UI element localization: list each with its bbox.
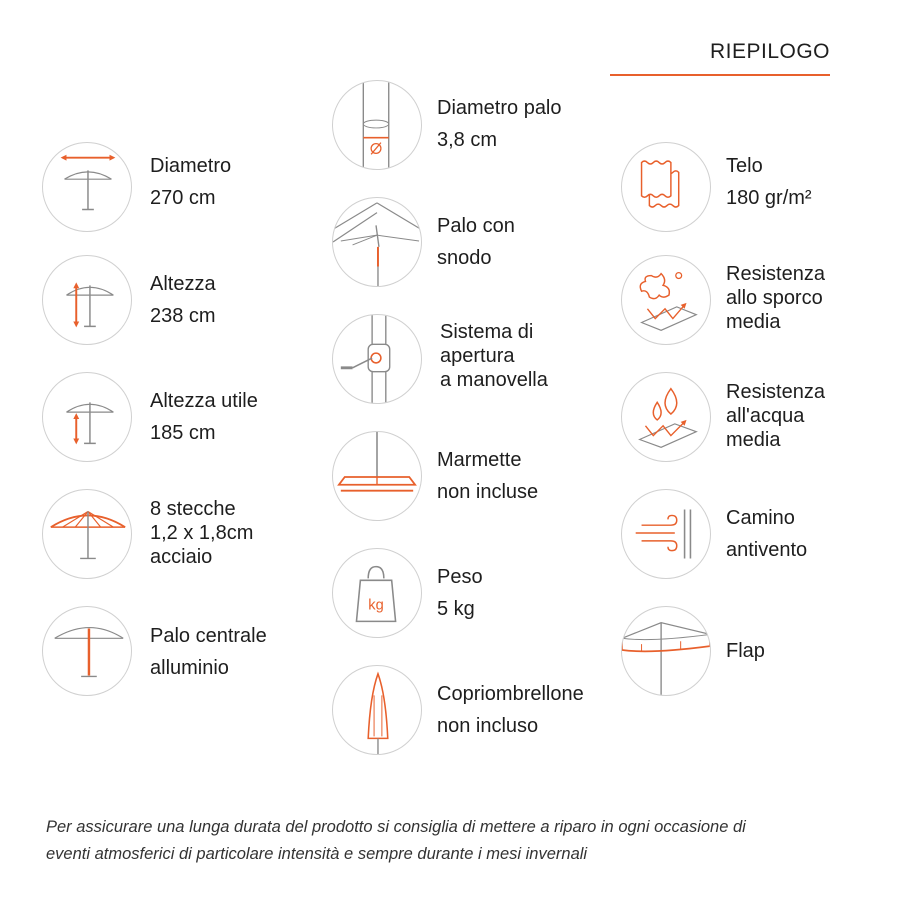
feature-value: media <box>726 429 781 451</box>
feature-value: 5 kg <box>437 598 475 620</box>
care-note-line: eventi atmosferici di particolare intensità e sempre durante i mesi invernali <box>46 845 588 863</box>
pole-diameter-icon <box>332 80 422 170</box>
feature-label: Diametro palo <box>437 97 562 119</box>
umbrella-useful-height-icon <box>42 372 132 462</box>
feature-label: Altezza utile <box>150 390 258 412</box>
umbrella-diameter-icon <box>42 142 132 232</box>
feature-value: media <box>726 311 781 333</box>
feature-label: Palo con <box>437 215 515 237</box>
base-tiles-icon <box>332 431 422 521</box>
feature-acqua <box>726 380 825 452</box>
feature-value: 1,2 x 1,8cm <box>150 522 254 544</box>
weight-kg-icon <box>332 548 422 638</box>
wind-vent-icon <box>621 489 711 579</box>
feature-snodo <box>437 210 515 274</box>
feature-value: a manovella <box>440 369 548 391</box>
feature-manovella <box>440 320 548 392</box>
feature-value: 185 cm <box>150 422 216 444</box>
feature-flap <box>726 635 765 667</box>
central-pole-icon <box>42 606 132 696</box>
feature-stecche <box>150 497 253 569</box>
feature-value: 3,8 cm <box>437 129 498 151</box>
joint-pole-icon <box>332 197 422 287</box>
feature-label: Marmette <box>437 449 522 471</box>
umbrella-ribs-icon <box>42 489 132 579</box>
feature-value: antivento <box>726 539 808 561</box>
umbrella-cover-icon <box>332 665 422 755</box>
feature-camino <box>726 502 807 566</box>
feature-label: Sistema di <box>440 321 534 343</box>
feature-label: Copriombrellone <box>437 683 584 705</box>
feature-value: all'acqua <box>726 405 805 427</box>
fabric-icon <box>621 142 711 232</box>
feature-sporco <box>726 262 825 334</box>
feature-label: Diametro <box>150 155 232 177</box>
care-note-line: Per assicurare una lunga durata del prodotto si consiglia di mettere a riparo in ogni occasione di <box>46 818 746 836</box>
feature-label: Flap <box>726 640 765 662</box>
feature-label: Palo centrale <box>150 625 267 647</box>
feature-label: Resistenza <box>726 263 825 285</box>
feature-value: alluminio <box>150 657 229 679</box>
page-title: RIEPILOGO <box>709 40 830 63</box>
feature-label: Telo <box>726 155 763 177</box>
feature-value: allo sporco <box>726 287 823 309</box>
feature-label: Camino <box>726 507 795 529</box>
feature-value: 238 cm <box>150 305 216 327</box>
umbrella-height-icon <box>42 255 132 345</box>
feature-altezza <box>150 268 216 332</box>
feature-value: snodo <box>437 247 492 269</box>
feature-diametro <box>150 150 231 214</box>
feature-label: Resistenza <box>726 381 825 403</box>
header-underline <box>610 74 830 76</box>
feature-telo <box>726 150 812 214</box>
water-resistance-icon <box>621 372 711 462</box>
crank-icon <box>332 314 422 404</box>
care-note <box>46 814 866 868</box>
feature-value: 180 gr/m² <box>726 187 812 209</box>
feature-value: acciaio <box>150 546 213 568</box>
feature-diametro-palo <box>437 92 562 156</box>
feature-value: non incluse <box>437 481 539 503</box>
summary-header <box>610 40 830 76</box>
feature-copriombrellone <box>437 678 584 742</box>
feature-marmette <box>437 444 538 508</box>
feature-peso <box>437 561 483 625</box>
feature-value: non incluso <box>437 715 539 737</box>
feature-palo-centrale <box>150 620 267 684</box>
feature-value: apertura <box>440 345 515 367</box>
weight-label: kg <box>368 597 384 614</box>
flap-icon <box>621 606 711 696</box>
feature-label: 8 stecche <box>150 498 236 520</box>
feature-label: Peso <box>437 566 483 588</box>
dirt-resistance-icon <box>621 255 711 345</box>
feature-altezza-utile <box>150 385 258 449</box>
feature-value: 270 cm <box>150 187 216 209</box>
feature-label: Altezza <box>150 273 216 295</box>
